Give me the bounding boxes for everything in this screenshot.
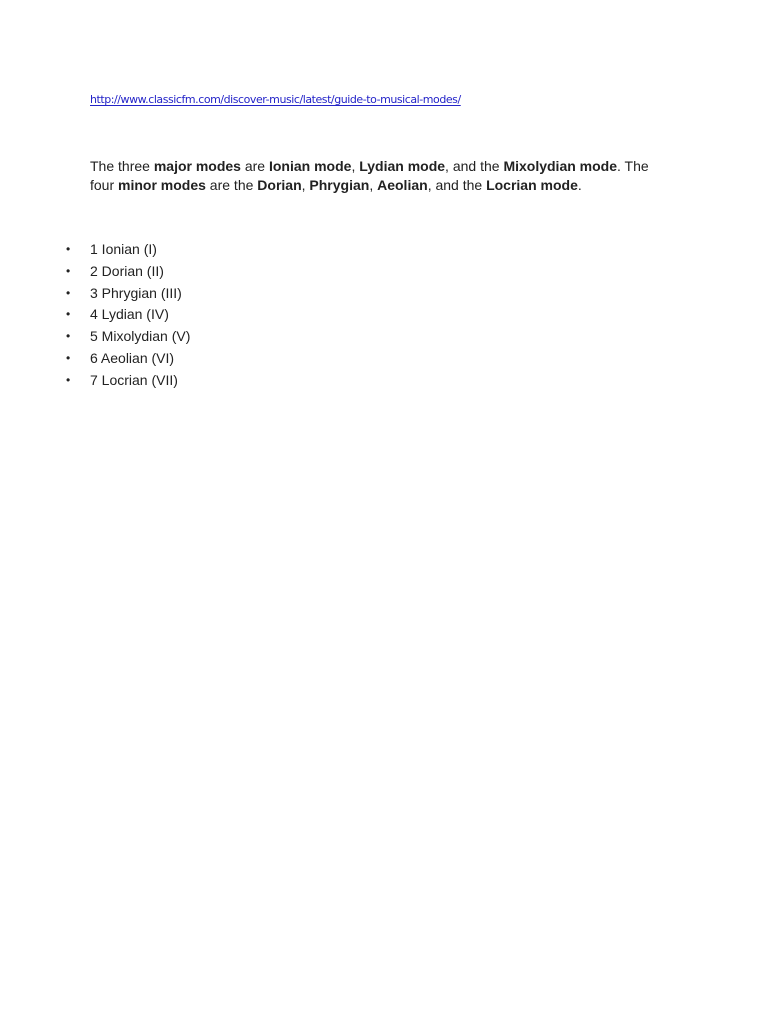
- intro-text: are: [240, 158, 269, 174]
- mode-item-text: 1 Ionian (I): [90, 241, 157, 257]
- bullet-icon: •: [66, 372, 71, 387]
- bullet-icon: •: [66, 285, 71, 300]
- major-modes-term: major modes: [153, 158, 241, 174]
- source-link[interactable]: http://www.classicfm.com/discover-music/latest/guide-to-musical-modes/: [90, 93, 461, 106]
- intro-paragraph: [90, 157, 670, 195]
- intro-text: ,: [369, 177, 378, 193]
- intro-text: The three: [90, 158, 154, 174]
- intro-text: ,: [301, 177, 310, 193]
- mode-item-text: 2 Dorian (II): [90, 262, 164, 279]
- intro-text: are the: [205, 177, 258, 193]
- intro-text: .: [577, 177, 582, 193]
- locrian-mode-term: Locrian mode: [486, 177, 578, 193]
- mode-item-text: 6 Aeolian (VI): [90, 349, 175, 366]
- intro-text: ,: [351, 158, 360, 174]
- bullet-icon: •: [66, 263, 71, 278]
- intro-text: . The four: [90, 158, 649, 193]
- mode-item-text: 4 Lydian (IV): [90, 306, 169, 323]
- dorian-term: Dorian: [257, 177, 302, 193]
- phrygian-term: Phrygian: [309, 177, 370, 193]
- ionian-mode-term: Ionian mode: [268, 158, 352, 174]
- intro-text: , and the: [445, 158, 504, 174]
- minor-modes-term: minor modes: [118, 177, 206, 193]
- lydian-mode-term: Lydian mode: [359, 158, 446, 174]
- mode-item-text: 5 Mixolydian (V): [90, 328, 191, 345]
- mode-item-text: 7 Locrian (VII): [90, 371, 178, 388]
- mixolydian-mode-term: Mixolydian mode: [503, 158, 618, 174]
- bullet-icon: •: [66, 329, 71, 344]
- mode-item-text: 3 Phrygian (III): [90, 284, 182, 301]
- bullet-icon: •: [66, 307, 71, 322]
- intro-text: , and the: [427, 177, 487, 193]
- bullet-icon: •: [66, 350, 71, 365]
- bullet-icon: •: [66, 242, 71, 256]
- aeolian-term: Aeolian: [377, 177, 428, 193]
